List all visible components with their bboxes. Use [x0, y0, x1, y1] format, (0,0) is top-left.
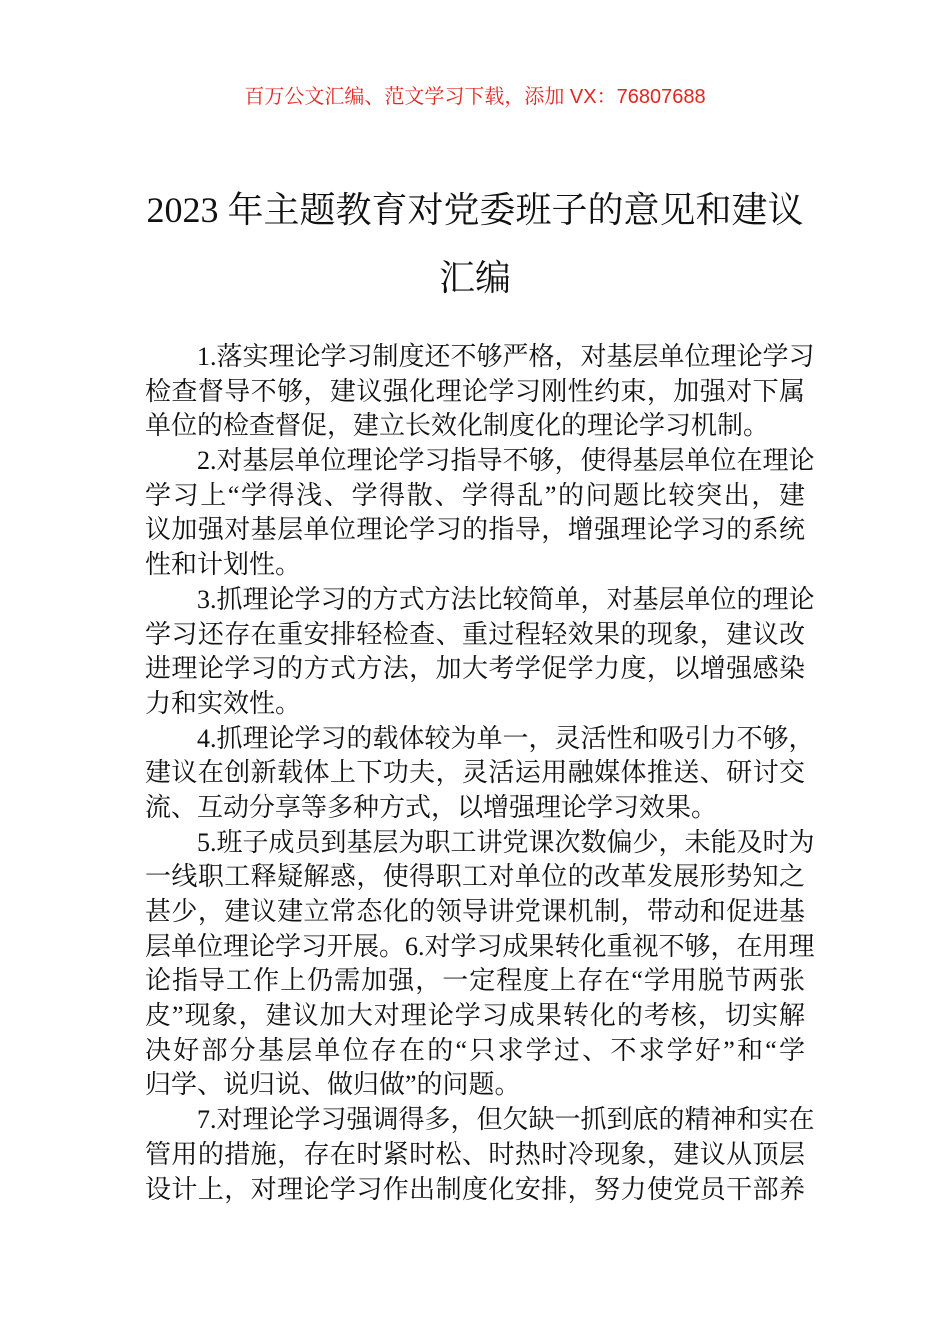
paragraph-line: 4.抓理论学习的载体较为单一，灵活性和吸引力不够，	[197, 723, 815, 753]
document-title	[140, 176, 810, 312]
paragraph-line: 3.抓理论学习的方式方法比较简单，对基层单位的理论	[197, 584, 815, 614]
title-line-1: 2023 年主题教育对党委班子的意见和建议	[146, 190, 804, 230]
paragraph-line: 2.对基层单位理论学习指导不够，使得基层单位在理论	[197, 446, 815, 476]
paragraph	[145, 1103, 815, 1207]
paragraph	[145, 583, 815, 722]
paragraph-line: 管用的措施，存在时紧时松、时热时冷现象，建议从顶层	[145, 1139, 805, 1169]
paragraph-line: 决好部分基层单位存在的“只求学过、不求学好”和“学	[145, 1035, 805, 1065]
paragraph-line: 层单位理论学习开展。6.对学习成果转化重视不够，在用理	[145, 931, 815, 961]
paragraph-line: 学习上“学得浅、学得散、学得乱”的问题比较突出，建	[145, 480, 805, 510]
paragraph-line: 1.落实理论学习制度还不够严格，对基层单位理论学习	[197, 342, 815, 371]
paragraph-line: 一线职工释疑解惑，使得职工对单位的改革发展形势知之	[145, 862, 805, 892]
paragraph-line: 检查督导不够，建议强化理论学习刚性约束，加强对下属	[145, 376, 805, 406]
paragraph-line: 进理论学习的方式方法，加大考学促学力度，以增强感染	[145, 654, 805, 684]
paragraph-line: 皮”现象，建议加大对理论学习成果转化的考核，切实解	[145, 1001, 805, 1031]
paragraph	[145, 722, 815, 826]
paragraph-line: 论指导工作上仍需加强，一定程度上存在“学用脱节两张	[145, 966, 805, 996]
paragraph-line: 建议在创新载体上下功夫，灵活运用融媒体推送、研讨交	[145, 758, 805, 788]
paragraph	[145, 340, 815, 444]
paragraph-line: 7.对理论学习强调得多，但欠缺一抓到底的精神和实在	[197, 1105, 815, 1135]
paragraph-line: 设计上，对理论学习作出制度化安排，努力使党员干部养	[145, 1174, 805, 1204]
paragraph-line: 力和实效性。	[145, 688, 302, 718]
paragraph-line: 5.班子成员到基层为职工讲党课次数偏少，未能及时为	[197, 827, 815, 857]
paragraph-line: 甚少，建议建立常态化的领导讲党课机制，带动和促进基	[145, 897, 805, 926]
paragraph-line: 流、互动分享等多种方式，以增强理论学习效果。	[145, 792, 718, 822]
paragraph-line: 议加强对基层单位理论学习的指导，增强理论学习的系统	[145, 515, 805, 545]
paragraph-line: 单位的检查督促，建立长效化制度化的理论学习机制。	[145, 411, 770, 441]
paragraph	[145, 444, 815, 583]
paragraph-line: 学习还存在重安排轻检查、重过程轻效果的现象，建议改	[145, 619, 805, 649]
paragraph-line: 性和计划性。	[145, 550, 302, 580]
watermark-header: 百万公文汇编、范文学习下载，添加 VX：76807688	[244, 86, 706, 108]
paragraph-line: 归学、说归说、做归做”的问题。	[145, 1070, 521, 1100]
document-body	[145, 340, 815, 1207]
paragraph	[145, 826, 815, 1104]
title-line-2: 汇编	[438, 258, 511, 298]
